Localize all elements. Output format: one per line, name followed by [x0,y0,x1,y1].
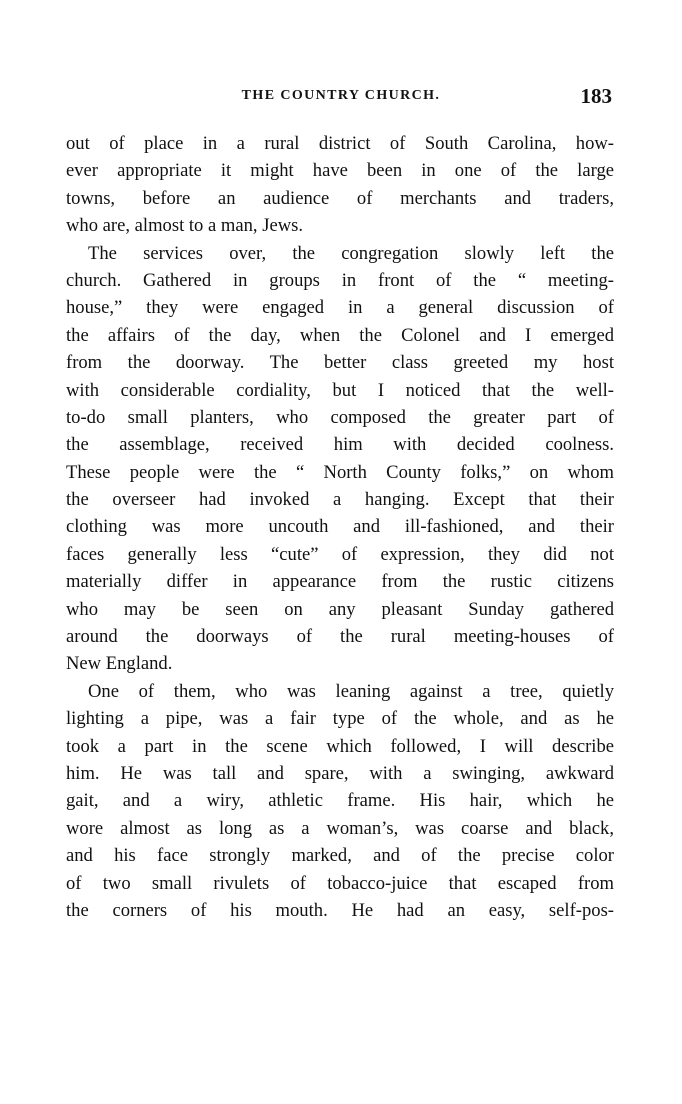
text-line: lighting a pipe, was a fair type of the whole, and as he [66,708,614,730]
text-line: of two small rivulets of tobacco-juice that escaped from [66,872,614,894]
text-line: faces generally less “cute” of expression, they did not [66,543,614,565]
text-line: who are, almost to a man, Jews. [66,215,304,237]
text-line: to-do small planters, who composed the greater part of [66,406,614,428]
text-line: and his face strongly marked, and of the precise color [66,845,614,867]
text-line: the corners of his mouth. He had an easy, self-pos- [66,899,614,921]
text-line: took a part in the scene which followed, I will describe [66,735,614,757]
text-line: around the doorways of the rural meeting-houses of [66,626,614,648]
text-line: from the doorway. The better class greeted my host [66,352,614,374]
text-line: ever appropriate it might have been in one of the large [66,160,614,182]
running-head [66,84,616,114]
text-line: towns, before an audience of merchants and traders, [66,187,614,209]
text-line: gait, and a wiry, athletic frame. His hair, which he [66,790,614,812]
text-line: church. Gathered in groups in front of the “ meeting- [66,269,614,291]
text-line: wore almost as long as a woman’s, was coarse and black, [66,817,614,839]
text-line: These people were the “ North County folks,” on whom [66,461,614,483]
running-title: THE COUNTRY CHURCH. [241,88,441,103]
text-line: materially differ in appearance from the rustic citizens [66,571,614,593]
text-line: who may be seen on any pleasant Sunday gathered [66,598,614,620]
text-line: him. He was tall and spare, with a swinging, awkward [66,762,614,784]
text-line: the affairs of the day, when the Colonel and I emerged [66,324,614,346]
text-line: house,” they were engaged in a general discussion of [66,297,614,319]
body-text [66,130,614,924]
text-line: One of them, who was leaning against a tree, quietly [88,680,614,702]
text-line: with considerable cordiality, but I noticed that the well- [66,379,614,401]
text-line: The services over, the congregation slowly left the [88,242,614,264]
text-line: the overseer had invoked a hanging. Except that their [66,489,614,511]
text-line: New England. [66,653,173,675]
text-line: the assemblage, received him with decided coolness. [66,434,614,456]
page-number: 183 [580,84,612,108]
text-line: out of place in a rural district of South Carolina, how- [66,133,614,154]
text-line: clothing was more uncouth and ill-fashioned, and their [66,516,614,538]
